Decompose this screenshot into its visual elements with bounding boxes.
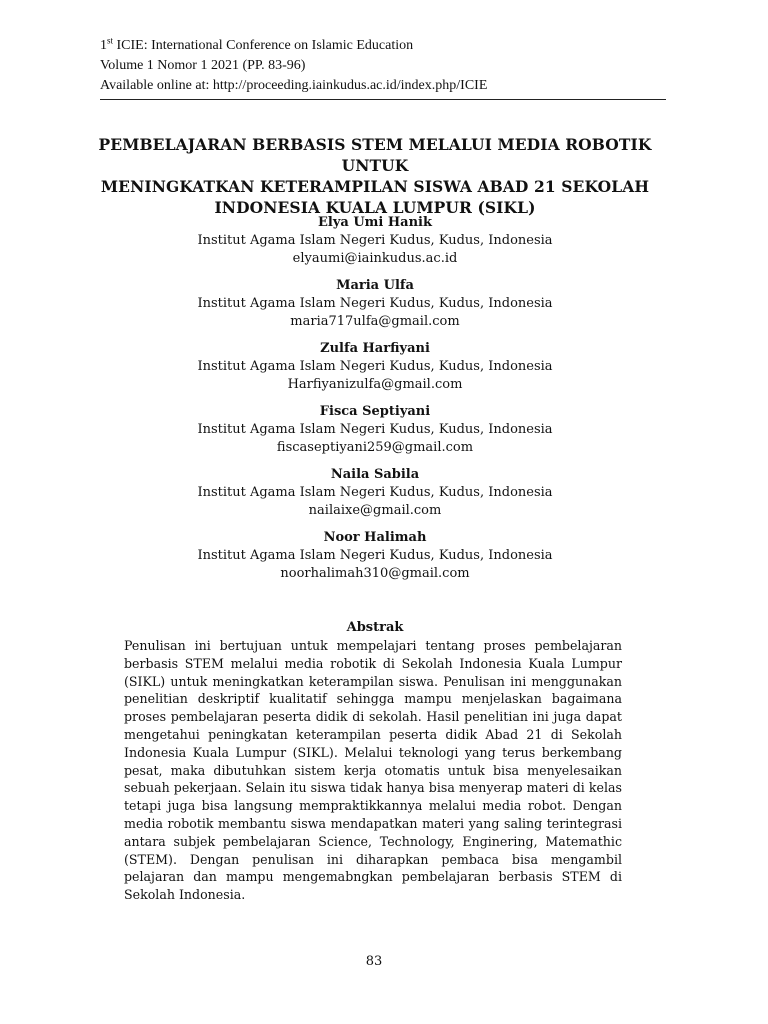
- author-name: Maria Ulfa: [336, 278, 414, 293]
- author-email: nailaixe@gmail.com: [308, 503, 442, 518]
- header-divider: [100, 99, 666, 100]
- author-email: Harfiyanizulfa@gmail.com: [287, 377, 463, 392]
- author-affiliation: Institut Agama Islam Negeri Kudus, Kudus, Indonesia: [197, 485, 553, 500]
- conference-ordinal-suffix: st: [107, 35, 114, 46]
- title-line-2: MENINGKATKAN KETERAMPILAN SISWA ABAD 21 SEKOLAH: [100, 177, 650, 196]
- volume-line: Volume 1 Nomor 1 2021 (PP. 83-96): [100, 58, 306, 73]
- author-block: [120, 340, 630, 394]
- journal-header: [100, 36, 666, 96]
- author-name: Zulfa Harfiyani: [320, 341, 430, 356]
- author-block: [120, 277, 630, 331]
- author-email: noorhalimah310@gmail.com: [280, 566, 470, 581]
- author-affiliation: Institut Agama Islam Negeri Kudus, Kudus, Indonesia: [197, 296, 553, 311]
- author-name: Elya Umi Hanik: [317, 215, 432, 230]
- page-number: 83: [365, 954, 383, 969]
- author-name: Fisca Septiyani: [319, 404, 431, 419]
- author-name: Noor Halimah: [323, 530, 427, 545]
- conference-name: ICIE: International Conference on Islamic Education: [113, 38, 414, 53]
- author-block: [120, 466, 630, 520]
- author-name: Naila Sabila: [330, 467, 420, 482]
- paper-title: [80, 134, 670, 218]
- author-block: [120, 214, 630, 268]
- author-affiliation: Institut Agama Islam Negeri Kudus, Kudus, Indonesia: [197, 233, 553, 248]
- author-block: [120, 403, 630, 457]
- author-block: [120, 529, 630, 583]
- conference-ordinal: 1: [100, 38, 107, 53]
- author-affiliation: Institut Agama Islam Negeri Kudus, Kudus, Indonesia: [197, 359, 553, 374]
- title-line-3: INDONESIA KUALA LUMPUR (SIKL): [214, 198, 536, 217]
- conference-line: [100, 36, 666, 56]
- author-email: maria717ulfa@gmail.com: [290, 314, 460, 329]
- author-affiliation: Institut Agama Islam Negeri Kudus, Kudus, Indonesia: [197, 548, 553, 563]
- author-list: [120, 214, 630, 592]
- availability-line: Available online at: http://proceeding.iainkudus.ac.id/index.php/ICIE: [100, 78, 488, 93]
- author-email: elyaumi@iainkudus.ac.id: [292, 251, 458, 266]
- title-line-1: PEMBELAJARAN BERBASIS STEM MELALUI MEDIA ROBOTIK UNTUK: [98, 135, 652, 175]
- author-email: fiscaseptiyani259@gmail.com: [276, 440, 474, 455]
- abstract-body: Penulisan ini bertujuan untuk mempelajari tentang proses pembelajaran berbasis STEM melalui media robotik di Sekolah Indonesia Kuala Lumpur (SIKL) untuk meningkatkan keterampilan siswa. Penulisan ini menggunakan penelitian deskriptif kualitatif sehingga mampu menjelaskan bagaimana proses pembelajaran peserta didik di sekolah. Hasil penelitian ini juga dapat mengetahui peningkatan keterampilan peserta didik Abad 21 di Sekolah Indonesia Kuala Lumpur (SIKL). Melalui teknologi yang terus berkembang pesat, maka dibutuhkan sistem kerja otomatis untuk bisa menyelesaikan sebuah pekerjaan. Selain itu siswa tidak hanya bisa menyerap materi di kelas tetapi juga bisa langsung mempraktikkannya melalui media robot. Dengan media robotik membantu siswa mendapatkan materi yang saling terintegrasi antara subjek pembelajaran Science, Technology, Enginering, Matemathic (STEM). Dengan penulisan ini diharapkan pembaca bisa mengambil pelajaran dan mampu mengemabngkan pembelajaran berbasis STEM di Sekolah Indonesia.: [124, 638, 622, 903]
- author-affiliation: Institut Agama Islam Negeri Kudus, Kudus, Indonesia: [197, 422, 553, 437]
- abstract-heading: Abstrak: [346, 620, 404, 635]
